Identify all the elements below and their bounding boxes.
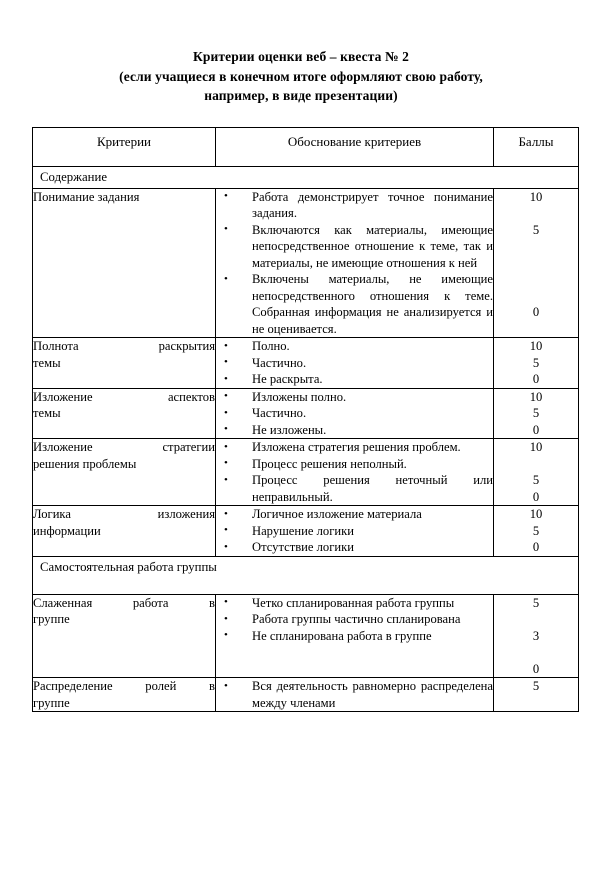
score-value: 5 (532, 523, 540, 538)
justification-cell (216, 188, 494, 338)
section-header-row (33, 556, 579, 594)
list-item: • Изложена стратегия решения проблем. (216, 439, 493, 456)
criteria-line: темы (33, 355, 61, 370)
score-value: 3 (532, 628, 540, 643)
list-item: • Полно. (216, 338, 493, 355)
section-header-cell (33, 166, 579, 188)
list-item: • Процесс решения неточный или неправильный. (216, 472, 493, 505)
criteria-line: Логика изложения (33, 507, 215, 521)
list-item: • Процесс решения неполный. (216, 456, 493, 473)
score-cell (494, 678, 579, 712)
table-row (33, 388, 579, 439)
criteria-cell (33, 439, 216, 506)
list-item: • Работа демонстрирует точное понимание задания. (216, 189, 493, 222)
title-line-1: Критерии оценки веб – квеста № 2 (193, 49, 409, 64)
justification-list (216, 338, 493, 388)
table-row (33, 439, 579, 506)
criteria-line: Полнота раскрытия (33, 339, 215, 353)
score-value: 0 (532, 305, 540, 319)
justification-list (216, 678, 493, 711)
column-header-justification-label: Обоснование критериев (287, 133, 422, 149)
list-item: • Вся деятельность равномерно распределена между членами (216, 678, 493, 711)
criteria-line: группе (33, 695, 70, 710)
justification-cell (216, 678, 494, 712)
score-value: 10 (529, 189, 543, 204)
score-value: 5 (532, 679, 540, 693)
list-item: • Четко спланированная работа группы (216, 595, 493, 612)
section-header-cell (33, 556, 579, 594)
score-cell (494, 388, 579, 439)
list-item: • Включаются как материалы, имеющие непосредственное отношение к теме, так и материалы, не имеющие отношения к ней (216, 222, 493, 272)
criteria-cell (33, 338, 216, 389)
criteria-line: Изложение аспектов (33, 389, 215, 404)
table-header-row (33, 127, 579, 166)
table-row (33, 506, 579, 557)
justification-cell (216, 388, 494, 439)
list-item: • Работа группы частично спланирована (216, 611, 493, 628)
column-header-criteria (33, 127, 216, 166)
score-cell (494, 439, 579, 506)
score-value: 10 (529, 339, 543, 353)
justification-list (216, 506, 493, 556)
section-header-row (33, 166, 579, 188)
justification-cell (216, 506, 494, 557)
score-value: 0 (532, 489, 540, 504)
list-item: • Частично. (216, 405, 493, 422)
criteria-line: Изложение стратегии (33, 440, 215, 454)
justification-list (216, 189, 493, 338)
list-item: • Отсутствие логики (216, 539, 493, 556)
score-cell (494, 338, 579, 389)
criteria-line: информации (33, 523, 101, 538)
justification-list (216, 389, 493, 439)
score-value: 5 (532, 595, 540, 610)
column-header-score-label: Баллы (518, 133, 554, 149)
list-item: • Не изложены. (216, 422, 493, 439)
title-line-2: (если учащиеся в конечном итоге оформляют свою работу, (119, 68, 483, 84)
justification-cell (216, 594, 494, 678)
score-value: 10 (529, 507, 543, 521)
score-value: 5 (532, 473, 540, 487)
criteria-line: темы (33, 406, 61, 420)
list-item: • Логичное изложение материала (216, 506, 493, 523)
justification-cell (216, 338, 494, 389)
score-cell (494, 506, 579, 557)
list-item: • Частично. (216, 355, 493, 372)
section-title: Самостоятельная работа группы (40, 559, 217, 574)
justification-list (216, 595, 493, 645)
criteria-cell (33, 506, 216, 557)
table-row (33, 594, 579, 678)
criteria-line: группе (33, 612, 70, 626)
list-item: • Нарушение логики (216, 523, 493, 540)
score-cell (494, 594, 579, 678)
score-value: 5 (532, 222, 540, 237)
criteria-cell (33, 388, 216, 439)
table-row (33, 188, 579, 338)
document-title (0, 0, 602, 106)
criteria-cell (33, 594, 216, 678)
criteria-line: Слаженная работа в (33, 595, 215, 610)
score-cell (494, 188, 579, 338)
table-row (33, 678, 579, 712)
score-value: 10 (529, 389, 543, 404)
score-value: 0 (532, 540, 540, 554)
criteria-line: Понимание задания (33, 189, 140, 204)
score-value: 5 (532, 406, 540, 420)
criteria-table (32, 127, 579, 713)
score-value: 0 (532, 372, 540, 386)
justification-list (216, 439, 493, 505)
list-item: • Не спланирована работа в группе (216, 628, 493, 645)
score-value: 10 (529, 440, 543, 454)
score-value: 0 (532, 661, 540, 676)
title-line-3: например, в виде презентации) (204, 88, 398, 103)
list-item: • Изложены полно. (216, 389, 493, 406)
justification-cell (216, 439, 494, 506)
criteria-line: Распределение ролей в (33, 679, 215, 693)
criteria-line: решения проблемы (33, 456, 137, 471)
list-item: • Не раскрыта. (216, 371, 493, 388)
list-item: • Включены материалы, не имеющие непосредственного отношения к теме. Собранная информация не анализируется и не оценивается. (216, 271, 493, 337)
table-row (33, 338, 579, 389)
criteria-cell (33, 678, 216, 712)
column-header-justification (216, 127, 494, 166)
score-value: 0 (532, 422, 540, 437)
score-value: 5 (532, 355, 540, 370)
column-header-criteria-label: Критерии (97, 133, 151, 149)
section-title: Содержание (40, 169, 108, 184)
column-header-score (494, 127, 579, 166)
criteria-cell (33, 188, 216, 338)
